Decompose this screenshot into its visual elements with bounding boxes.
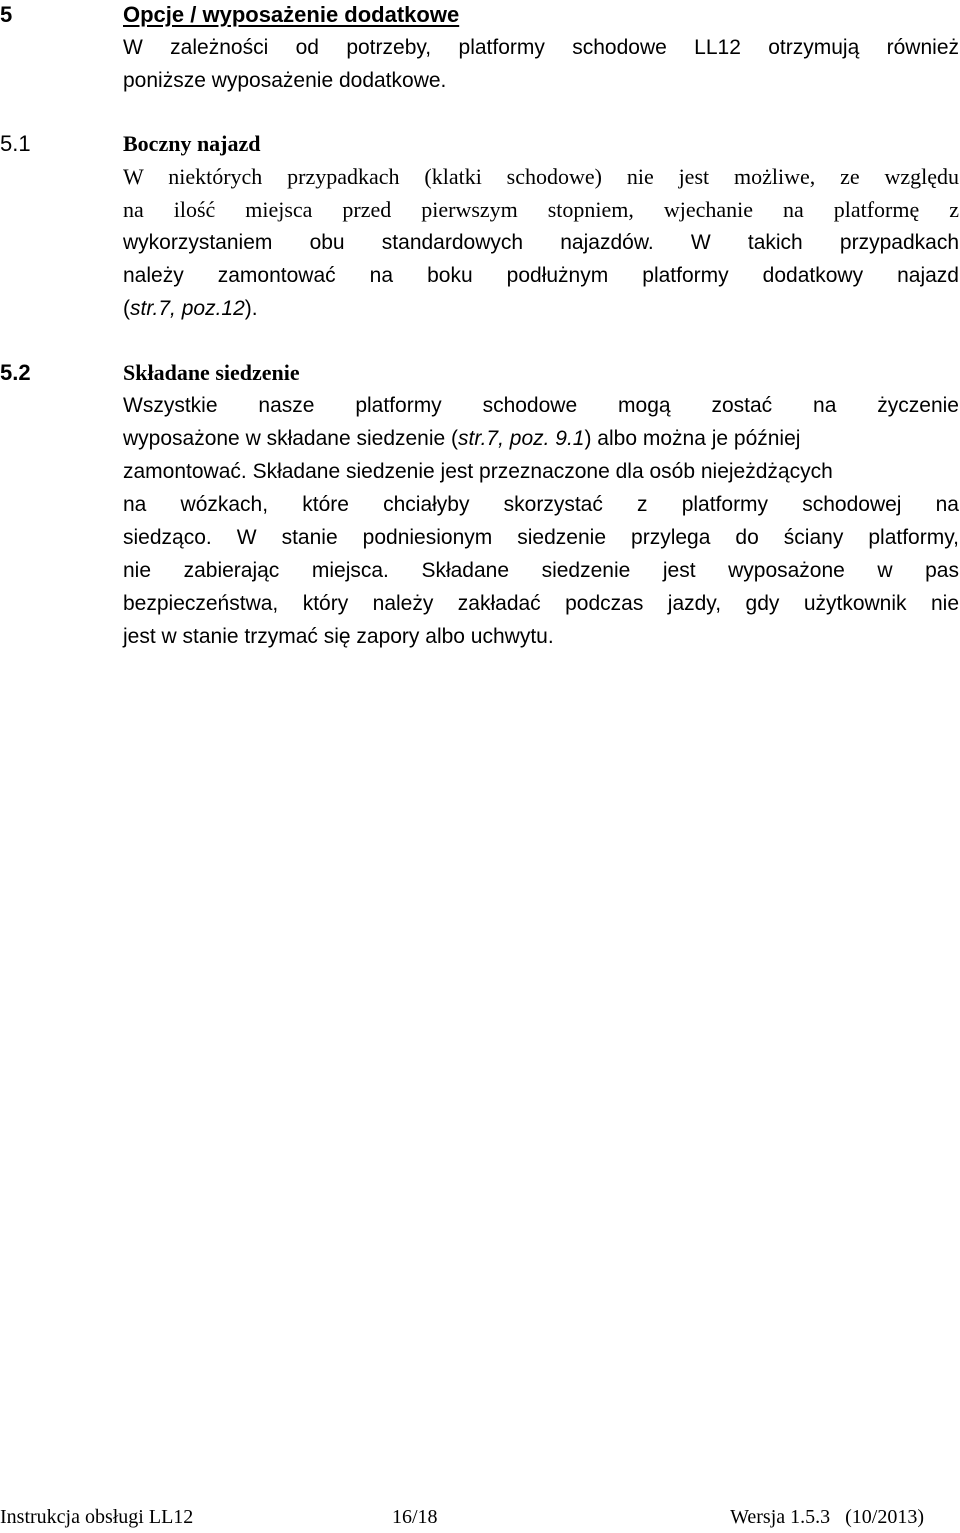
paren-open: ( xyxy=(123,297,130,320)
paragraph-line: siedząco. W stanie podniesionym siedzenie przylega do ściany platformy, xyxy=(123,526,959,549)
page-footer xyxy=(0,1501,960,1533)
paragraph-line: poniższe wyposażenie dodatkowe. xyxy=(123,69,447,92)
text-run: wyposażone w składane siedzenie ( xyxy=(123,427,459,450)
text-run: zamontować. xyxy=(123,460,247,483)
section-content xyxy=(123,356,959,653)
paragraph-line: W niektórych przypadkach (klatki schodowe) nie jest możliwe, ze względu xyxy=(123,164,959,189)
section-title: Opcje / wyposażenie dodatkowe xyxy=(123,2,460,27)
section-title: Boczny najazd xyxy=(123,131,261,156)
paren-close: ). xyxy=(244,297,258,320)
paragraph-line: bezpieczeństwa, który należy zakładać podczas jazdy, gdy użytkownik nie xyxy=(123,592,959,615)
section-paragraph xyxy=(123,31,959,97)
footer-version: Wersja 1.5.3 (10/2013) xyxy=(730,1506,924,1528)
section-number: 5 xyxy=(0,2,13,27)
section-number: 5.1 xyxy=(0,131,31,156)
figure-reference: str.7, poz.12 xyxy=(130,297,245,320)
section-paragraph xyxy=(123,389,959,653)
paragraph-line: jest w stanie trzymać się zapory albo uchwytu. xyxy=(123,625,554,648)
section-content xyxy=(123,0,959,97)
paragraph-line: wykorzystaniem obu standardowych najazdów. W takich przypadkach xyxy=(123,231,959,254)
paragraph-line: na wózkach, które chciałyby skorzystać z platformy schodowej na xyxy=(123,493,959,516)
paragraph-line xyxy=(123,455,959,488)
paragraph-line xyxy=(123,422,959,455)
section-number: 5.2 xyxy=(0,360,31,385)
section-paragraph xyxy=(123,160,959,325)
paragraph-line: na ilość miejsca przed pierwszym stopniem, wjechanie na platformę z xyxy=(123,197,959,222)
paragraph-line: Wszystkie nasze platformy schodowe mogą zostać na życzenie xyxy=(123,394,959,417)
text-run: ) albo można je później xyxy=(584,427,801,450)
paragraph-line: należy zamontować na boku podłużnym platformy dodatkowy najazd xyxy=(123,264,959,287)
text-run: Składane siedzenie jest przeznaczone dla osób niejeżdżących xyxy=(246,460,833,483)
paragraph-line: nie zabierając miejsca. Składane siedzenie jest wyposażone w pas xyxy=(123,559,959,582)
section-title: Składane siedzenie xyxy=(123,360,300,385)
paragraph-line xyxy=(123,292,959,325)
section-content xyxy=(123,127,959,325)
footer-document-title: Instrukcja obsługi LL12 xyxy=(0,1506,194,1528)
footer-page-number: 16/18 xyxy=(392,1506,438,1528)
figure-reference: str.7, poz. 9.1 xyxy=(458,427,585,450)
paragraph-line: W zależności od potrzeby, platformy schodowe LL12 otrzymują również xyxy=(123,36,959,59)
